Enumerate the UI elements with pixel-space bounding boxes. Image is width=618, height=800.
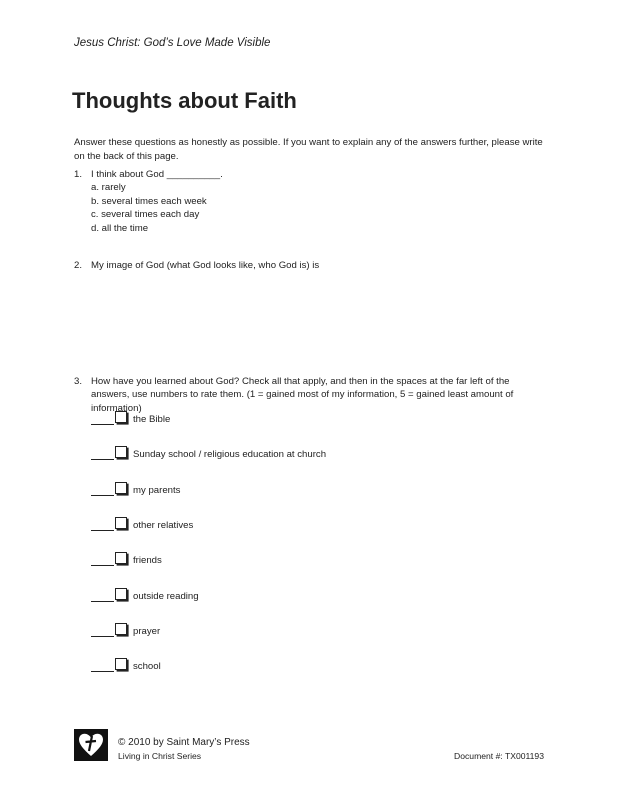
checklist-item-prayer <box>91 625 160 637</box>
question-1 <box>74 168 544 235</box>
rating-blank[interactable] <box>91 626 114 637</box>
checklist-label: prayer <box>133 626 161 637</box>
checklist-label: Sunday school / religious education at church <box>133 449 327 460</box>
checkbox[interactable] <box>115 552 127 564</box>
question-number: 3. <box>74 376 83 387</box>
rating-blank[interactable] <box>91 520 114 531</box>
question-text: My image of God (what God looks like, who God is) is <box>91 260 320 271</box>
option-d: d. all the time <box>91 222 149 234</box>
question-3 <box>74 375 544 415</box>
checklist-item-friends <box>91 554 162 566</box>
option-a: a. rarely <box>91 182 126 194</box>
rating-blank[interactable] <box>91 449 114 460</box>
checklist-label: outside reading <box>133 591 199 602</box>
checklist-label: friends <box>133 555 162 566</box>
checklist-label: my parents <box>133 485 181 496</box>
option-c: c. several times each day <box>91 209 200 221</box>
rating-blank[interactable] <box>91 414 114 425</box>
rating-blank[interactable] <box>91 661 114 672</box>
checklist-item-bible <box>91 413 170 425</box>
checklist-label: other relatives <box>133 520 194 531</box>
series-title: Jesus Christ: God’s Love Made Visible <box>74 37 271 49</box>
checklist-item-parents <box>91 484 180 496</box>
rating-blank[interactable] <box>91 591 114 602</box>
rating-blank[interactable] <box>91 485 114 496</box>
series-name: Living in Christ Series <box>118 751 202 761</box>
checklist-item-school <box>91 660 161 672</box>
instructions: Answer these questions as honestly as possible. If you want to explain any of the answers further, please write on the back of this page. <box>74 137 543 162</box>
option-b: b. several times each week <box>91 195 207 207</box>
question-2 <box>74 259 544 272</box>
checkbox[interactable] <box>115 411 127 423</box>
publisher-logo-icon <box>74 729 108 761</box>
question-text: How have you learned about God? Check all that apply, and then in the spaces at the far left of the answers, use numbers to rate them. (1 = gained most of my information, 5 = gained least amount of information) <box>91 376 514 414</box>
checkbox[interactable] <box>115 517 127 529</box>
checkbox[interactable] <box>115 482 127 494</box>
checkbox[interactable] <box>115 658 127 670</box>
checkbox[interactable] <box>115 446 127 458</box>
copyright: © 2010 by Saint Mary’s Press <box>118 737 250 748</box>
question-number: 2. <box>74 260 83 271</box>
question-number: 1. <box>74 169 83 180</box>
page-title: Thoughts about Faith <box>72 88 297 113</box>
checklist-item-relatives <box>91 519 193 531</box>
checklist-item-outside-reading <box>91 590 199 602</box>
question-text: I think about God __________. <box>91 169 223 180</box>
checkbox[interactable] <box>115 588 127 600</box>
checklist-label: the Bible <box>133 414 171 425</box>
checklist-label: school <box>133 661 161 672</box>
checklist-item-sunday-school <box>91 448 326 460</box>
rating-blank[interactable] <box>91 555 114 566</box>
document-number: Document #: TX001193 <box>454 751 544 761</box>
checkbox[interactable] <box>115 623 127 635</box>
